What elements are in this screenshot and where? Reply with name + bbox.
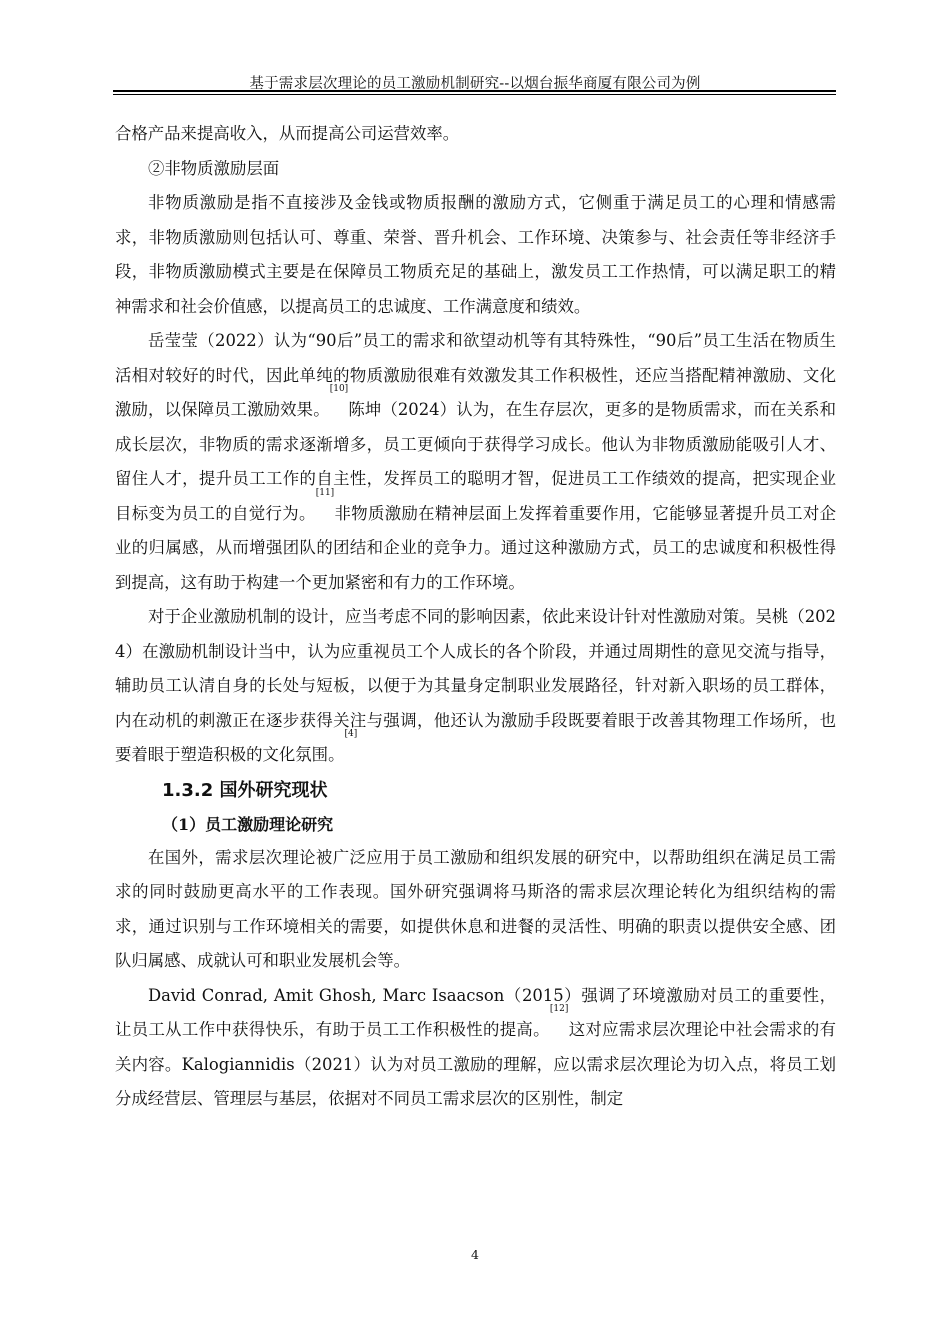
paragraph-mechanism-design — [115, 600, 836, 773]
paragraph-foreign-research: 在国外，需求层次理论被广泛应用于员工激励和组织发展的研究中，以帮助组织在满足员工需求的同时鼓励更高水平的工作表现。国外研究强调将马斯洛的需求层次理论转化为组织结构的需求，通过识别与工作环境相关的需要，如提供休息和进餐的灵活性、明确的职责以提供安全感、团队归属感、成就认可和职业发展机会等。 — [115, 847, 836, 970]
citation-ref: [10] — [329, 384, 349, 394]
citation-ref: [12] — [549, 1004, 569, 1014]
paragraph-foreign-authors — [115, 979, 836, 1117]
paragraph-literature-review — [115, 324, 836, 600]
page-body — [115, 117, 836, 1117]
running-header: 基于需求层次理论的员工激励机制研究--以烟台振华商厦有限公司为例 — [249, 76, 701, 92]
text-run: 岳莹莹（2022）认为“90后”员工的需求和欲望动机等有其特殊性，“90后”员工生活在物质生活相对较好的时代，因此单纯的物质激励很难有效激发其工作积极性，还应当搭配精神激励、文化激励，以保障员工激励效果。 — [115, 331, 836, 419]
subsection-heading: （1）员工激励理论研究 — [162, 814, 334, 834]
section-heading: 1.3.2 国外研究现状 — [162, 779, 328, 801]
header-rule-thick — [113, 90, 836, 92]
citation-ref: [11] — [315, 487, 335, 498]
text-run: 对于企业激励机制的设计，应当考虑不同的影响因素，依此来设计针对性激励对策。吴桃（2024）在激励机制设计当中，认为应重视员工个人成长的各个阶段，并通过周期性的意见交流与指导，辅助员工认清自身的长处与短板，以便于为其量身定制职业发展路径，针对新入职场的员工群体，内在动机的刺激正在逐步获得关注与强调，他还认为激励手段既要着眼于改善其物理工作场所，也要着眼于塑造积极的文化氛围。 — [115, 607, 836, 764]
paragraph-continued: 合格产品来提高收入，从而提高公司运营效率。 — [115, 124, 460, 143]
page-number: 4 — [471, 1247, 479, 1262]
text-run: 陈坤（2024）认为，在生存层次，更多的是物质需求，而在关系和成长层次，非物质的需求逐渐增多，员工更倾向于获得学习成长。他认为非物质激励能吸引人才、留住人才，提升员工工作的自主性，发挥员工的聪明才智，促进员工工作绩效的提高，把实现企业目标变为员工的自觉行为。 — [115, 400, 836, 523]
citation-ref: [4] — [344, 729, 358, 739]
text-run: 非物质激励在精神层面上发挥着重要作用，它能够显著提升员工对企业的归属感，从而增强团队的团结和企业的竞争力。通过这种激励方式，员工的忠诚度和积极性得到提高，这有助于构建一个更加紧密和有力的工作环境。 — [115, 503, 836, 592]
header-rule-thin — [113, 94, 836, 95]
paragraph-nonmaterial-definition: 非物质激励是指不直接涉及金钱或物质报酬的激励方式，它侧重于满足员工的心理和情感需求，非物质激励则包括认可、尊重、荣誉、晋升机会、工作环境、决策参与、社会责任等非经济手段，非物质激励模式主要是在保障员工物质充足的基础上，激发员工工作热情，可以满足职工的精神需求和社会价值感，以提高员工的忠诚度、工作满意度和绩效。 — [115, 193, 836, 316]
text-run: 这对应需求层次理论中社会需求的有关内容。Kalogiannidis（2021）认为对员工激励的理解，应以需求层次理论为切入点，将员工划分成经营层、管理层与基层，依据对不同员工需求层次的区别性，制定 — [115, 1020, 836, 1108]
subsection-label: ②非物质激励层面 — [148, 158, 280, 178]
text-run: David Conrad, Amit Ghosh, Marc Isaacson（2015）强调了环境激励对员工的重要性，让员工从工作中获得快乐，有助于员工工作积极性的提高。 — [115, 985, 836, 1039]
